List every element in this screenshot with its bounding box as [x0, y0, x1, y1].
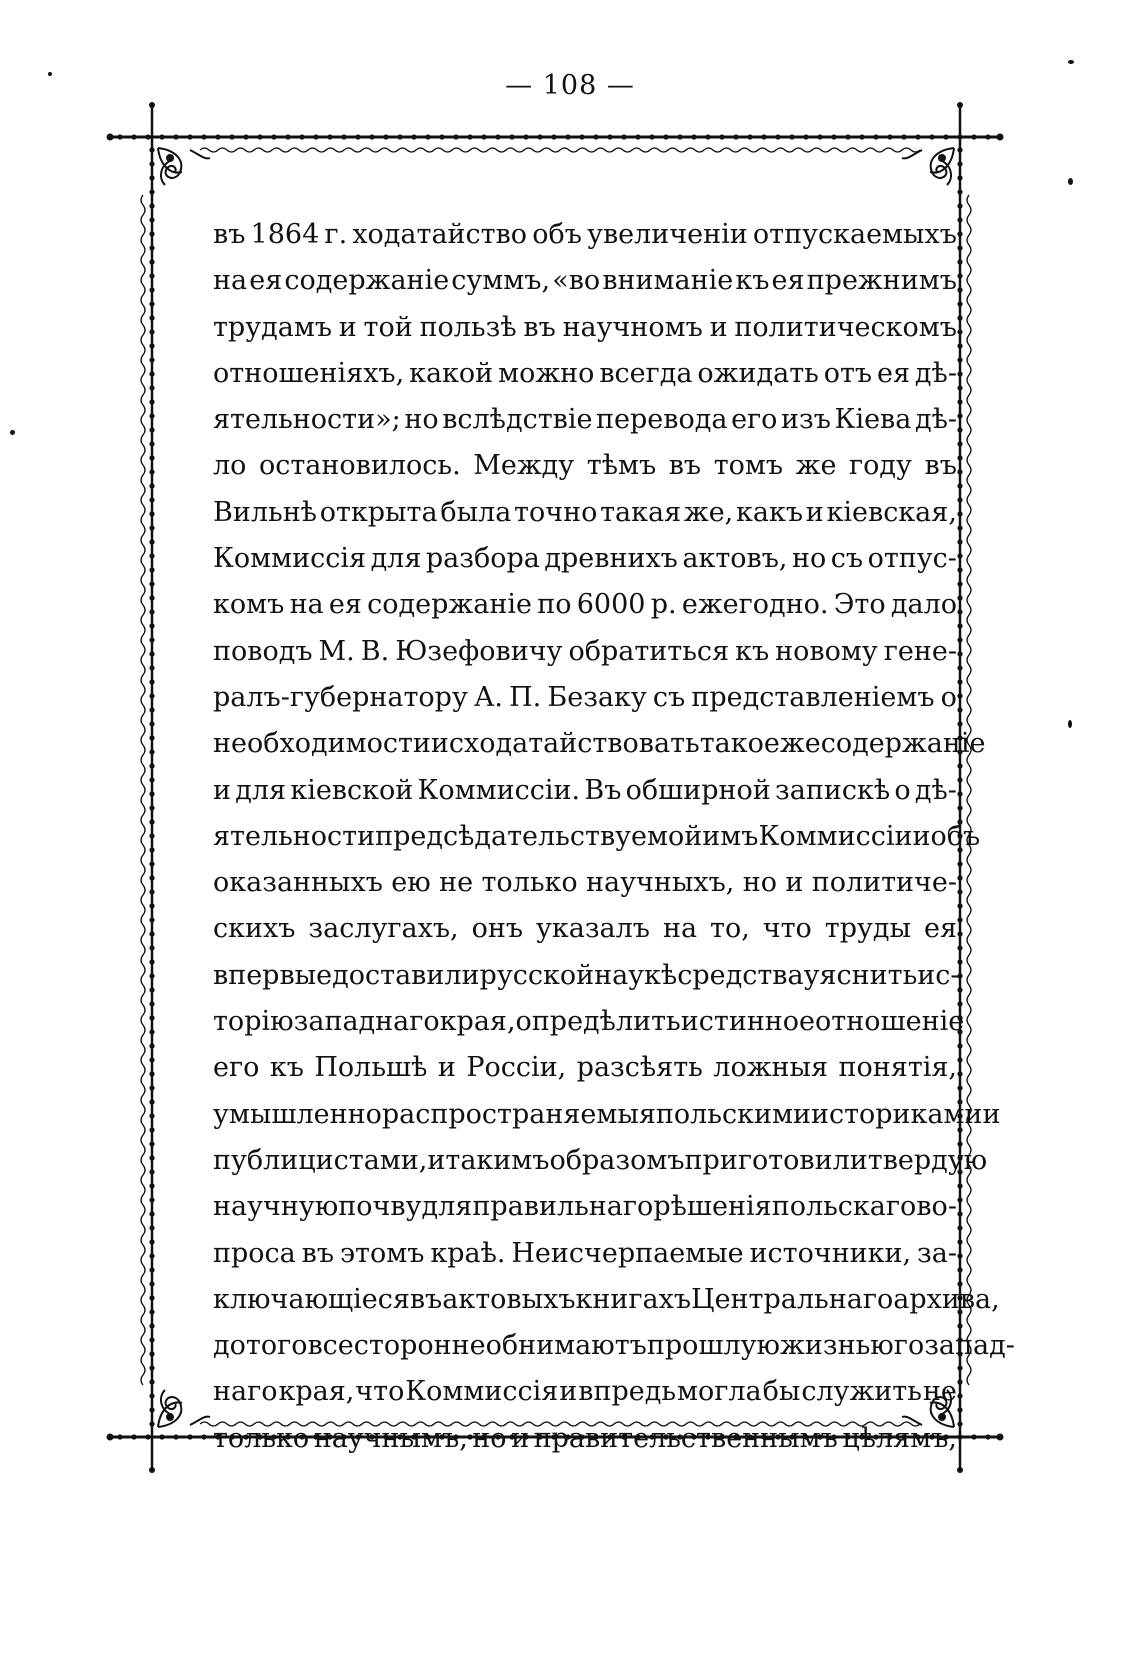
text-line: ло остановилось. Между тѣмъ въ томъ же году въ	[213, 450, 957, 482]
border-bead	[145, 1434, 150, 1439]
border-bead	[149, 497, 154, 502]
border-bead	[957, 483, 962, 488]
border-bead	[957, 665, 962, 670]
scan-speck	[1068, 178, 1073, 185]
border-bead	[187, 134, 192, 139]
border-bead	[971, 1434, 976, 1439]
border-bead	[149, 959, 154, 964]
border-bead	[719, 134, 724, 139]
border-bead	[537, 134, 542, 139]
border-bead	[159, 134, 164, 139]
scan-speck	[1068, 720, 1072, 728]
border-bead	[229, 134, 234, 139]
wave-right	[967, 195, 971, 1385]
border-bead	[957, 1393, 962, 1398]
text-line: ятельности»; но вслѣдствіе перевода его изъ Кіева дѣ-	[213, 404, 957, 436]
border-bead	[957, 595, 962, 600]
border-bead	[957, 777, 962, 782]
border-bead	[957, 917, 962, 922]
border-bead	[149, 1337, 154, 1342]
border-bead	[149, 1267, 154, 1272]
border-bead	[957, 161, 962, 166]
border-bead	[149, 1169, 154, 1174]
border-bead	[341, 134, 346, 139]
border-bead	[149, 483, 154, 488]
border-bead	[149, 987, 154, 992]
border-bead	[149, 343, 154, 348]
border-bead	[149, 889, 154, 894]
border-bead	[957, 343, 962, 348]
border-bead	[901, 134, 906, 139]
border-bead	[957, 469, 962, 474]
border-bead	[565, 134, 570, 139]
border-bead	[149, 175, 154, 180]
border-bead	[663, 134, 668, 139]
text-line: впервые доставили русской наукѣ средства уяснить ис-	[213, 959, 960, 991]
border-bead	[383, 134, 388, 139]
border-bead	[149, 539, 154, 544]
border-bead	[149, 357, 154, 362]
border-bead	[149, 1211, 154, 1216]
scan-speck	[10, 430, 15, 435]
text-line: скихъ заслугахъ, онъ указалъ на то, что труды ея	[213, 913, 957, 945]
border-bead	[131, 134, 136, 139]
border-bead	[677, 134, 682, 139]
border-bead	[957, 875, 962, 880]
text-line: умышленно распространяемыя польскими историками и	[213, 1098, 1001, 1130]
border-bead	[149, 735, 154, 740]
border-bead	[957, 1057, 962, 1062]
border-bead	[149, 1239, 154, 1244]
border-bead	[149, 441, 154, 446]
border-bead	[957, 413, 962, 418]
border-bead	[957, 1434, 962, 1439]
corner-ornament-top-left	[158, 148, 210, 185]
border-bead	[149, 693, 154, 698]
border-bead	[173, 1434, 178, 1439]
border-bead	[149, 1295, 154, 1300]
border-bead	[957, 1085, 962, 1090]
border-bead	[551, 134, 556, 139]
border-bead	[149, 371, 154, 376]
border-bead	[187, 1434, 192, 1439]
border-bead	[957, 231, 962, 236]
border-bead	[243, 134, 248, 139]
border-bead	[957, 217, 962, 222]
border-bead	[131, 1434, 136, 1439]
border-bead	[149, 819, 154, 824]
border-bead	[369, 134, 374, 139]
text-line: наго края, что Коммиссія и впредь могла бы служить не	[213, 1376, 957, 1408]
border-bead	[149, 763, 154, 768]
border-bead	[845, 134, 850, 139]
border-bead	[215, 134, 220, 139]
text-line: и для кіевской Коммиссіи. Въ обширной запискѣ о дѣ-	[213, 774, 957, 806]
border-bead	[957, 287, 962, 292]
border-bead	[509, 134, 514, 139]
border-bead	[957, 371, 962, 376]
border-bead	[439, 134, 444, 139]
border-bead	[149, 777, 154, 782]
border-bead	[957, 609, 962, 614]
border-bead	[957, 455, 962, 460]
border-bead	[957, 1379, 962, 1384]
border-bead	[957, 301, 962, 306]
border-bead	[957, 441, 962, 446]
border-bead	[149, 1001, 154, 1006]
border-bead	[957, 1253, 962, 1258]
text-line: поводъ М. В. Юзефовичу обратиться къ новому гене-	[213, 635, 957, 667]
border-bead	[149, 287, 154, 292]
border-bead	[957, 189, 962, 194]
border-bead	[957, 511, 962, 516]
border-bead	[957, 273, 962, 278]
border-bead	[691, 134, 696, 139]
border-bead	[149, 553, 154, 558]
border-bead	[149, 1141, 154, 1146]
text-line: его къ Польшѣ и Россіи, разсѣять ложныя понятія,	[213, 1052, 957, 1084]
border-bead	[149, 1127, 154, 1132]
border-bead	[957, 581, 962, 586]
border-bead	[985, 1434, 990, 1439]
border-bead	[929, 134, 934, 139]
border-bead	[957, 1239, 962, 1244]
border-bead	[149, 847, 154, 852]
text-line: торію западнаго края, опредѣлить истинное отношеніе	[213, 1006, 965, 1038]
border-bead	[149, 1113, 154, 1118]
border-bead	[957, 903, 962, 908]
text-line: ключающіеся въ актовыхъ книгахъ Центральнаго архива,	[213, 1283, 1000, 1315]
border-bead	[149, 1085, 154, 1090]
border-bead	[733, 134, 738, 139]
border-bead	[985, 134, 990, 139]
border-bead	[149, 413, 154, 418]
border-bead	[117, 134, 122, 139]
border-bead	[957, 1407, 962, 1412]
border-bead	[957, 889, 962, 894]
text-line: въ 1864 г. ходатайство объ увеличеніи отпускаемыхъ	[213, 219, 957, 250]
border-bead	[149, 609, 154, 614]
border-bead	[789, 134, 794, 139]
border-bead	[957, 175, 962, 180]
border-bead	[957, 203, 962, 208]
border-bead	[411, 134, 416, 139]
border-bead	[149, 595, 154, 600]
border-bead	[957, 1267, 962, 1272]
border-bead	[957, 147, 962, 152]
border-bead	[957, 1211, 962, 1216]
border-bead	[149, 161, 154, 166]
scan-speck	[1068, 60, 1074, 64]
border-bead	[957, 539, 962, 544]
border-bead	[481, 134, 486, 139]
border-bead	[149, 581, 154, 586]
text-line: оказанныхъ ею не только научныхъ, но и политиче-	[213, 867, 957, 899]
border-bead	[149, 805, 154, 810]
border-bead	[957, 427, 962, 432]
border-bead	[957, 1071, 962, 1076]
border-bead	[803, 134, 808, 139]
border-bead	[957, 245, 962, 250]
border-bead	[149, 1253, 154, 1258]
border-bead	[149, 917, 154, 922]
border-bead	[957, 259, 962, 264]
border-bead	[149, 511, 154, 516]
text-line: отношеніяхъ, какой можно всегда ожидать отъ ея дѣ-	[213, 357, 957, 389]
border-bead	[149, 147, 154, 152]
border-bead	[149, 385, 154, 390]
border-bead	[957, 385, 962, 390]
border-bead	[971, 134, 976, 139]
border-bead	[593, 134, 598, 139]
border-bead	[621, 134, 626, 139]
text-line: ралъ-губернатору А. П. Безаку съ представленіемъ о	[213, 681, 957, 713]
border-bead	[957, 805, 962, 810]
border-bead	[957, 1197, 962, 1202]
border-bead	[957, 134, 962, 139]
border-bead	[957, 707, 962, 712]
border-bead	[149, 1029, 154, 1034]
border-bead	[299, 134, 304, 139]
border-bead	[943, 134, 948, 139]
border-bead	[149, 651, 154, 656]
border-bead	[149, 1323, 154, 1328]
border-bead	[149, 301, 154, 306]
border-bead	[271, 134, 276, 139]
border-bead	[873, 134, 878, 139]
border-bead	[149, 1365, 154, 1370]
border-bead	[149, 1099, 154, 1104]
border-bead	[149, 1281, 154, 1286]
text-line: научную почву для правильнаго рѣшенія польскаго во-	[213, 1191, 957, 1223]
text-line: проса въ этомъ краѣ. Неисчерпаемые источники, за-	[213, 1237, 957, 1269]
border-bead	[453, 134, 458, 139]
border-bead	[159, 1434, 164, 1439]
wave-top	[200, 148, 920, 152]
text-line: комъ на ея содержаніе по 6000 р. ежегодно. Это дало	[213, 589, 957, 621]
border-bead	[149, 525, 154, 530]
corner-ornament-bottom-left	[158, 1390, 210, 1427]
border-bead	[201, 1434, 206, 1439]
border-bead	[149, 259, 154, 264]
border-bead	[831, 134, 836, 139]
border-bead	[149, 469, 154, 474]
border-bead	[149, 203, 154, 208]
border-bead	[149, 1225, 154, 1230]
border-bead	[149, 399, 154, 404]
border-bead	[149, 273, 154, 278]
border-bead	[313, 134, 318, 139]
border-bead	[149, 791, 154, 796]
border-bead	[149, 217, 154, 222]
border-bead	[957, 651, 962, 656]
border-bead	[397, 134, 402, 139]
border-bead	[957, 679, 962, 684]
border-bead	[957, 1225, 962, 1230]
border-bead	[957, 357, 962, 362]
border-bead	[149, 679, 154, 684]
border-bead	[775, 134, 780, 139]
text-line: необходимости исходатайствовать такое же содержаніе	[213, 728, 986, 760]
border-bead	[149, 1407, 154, 1412]
border-bead	[957, 861, 962, 866]
border-bead	[467, 134, 472, 139]
border-bead	[579, 134, 584, 139]
border-bead	[149, 189, 154, 194]
border-bead	[957, 399, 962, 404]
border-bead	[957, 329, 962, 334]
border-bead	[957, 315, 962, 320]
border-bead	[425, 134, 430, 139]
border-bead	[149, 245, 154, 250]
border-bead	[355, 134, 360, 139]
border-bead	[149, 903, 154, 908]
border-bead	[173, 134, 178, 139]
border-bead	[957, 567, 962, 572]
border-bead	[149, 721, 154, 726]
border-bead	[149, 455, 154, 460]
border-bead	[495, 134, 500, 139]
border-bead	[957, 637, 962, 642]
border-bead	[607, 134, 612, 139]
border-bead	[957, 791, 962, 796]
border-bead	[649, 134, 654, 139]
border-bead	[887, 134, 892, 139]
text-line: до того всесторонне обнимаютъ прошлую жизнь югозапад-	[213, 1330, 1015, 1362]
border-bead	[149, 329, 154, 334]
border-bead	[149, 1057, 154, 1062]
border-bead	[201, 134, 206, 139]
border-bead	[149, 707, 154, 712]
border-bead	[957, 497, 962, 502]
border-bead	[285, 134, 290, 139]
body-text	[213, 212, 1015, 1462]
border-bead	[149, 1183, 154, 1188]
border-bead	[761, 134, 766, 139]
border-bead	[149, 1421, 154, 1426]
border-bead	[957, 931, 962, 936]
border-bead	[149, 1071, 154, 1076]
border-bead	[957, 623, 962, 628]
border-bead	[635, 134, 640, 139]
border-bead	[149, 1043, 154, 1048]
border-bead	[145, 134, 150, 139]
border-bead	[149, 231, 154, 236]
border-bead	[149, 623, 154, 628]
text-line: трудамъ и той пользѣ въ научномъ и политическомъ	[213, 311, 957, 343]
border-bead	[149, 1351, 154, 1356]
border-bead	[149, 567, 154, 572]
border-bead	[149, 931, 154, 936]
scan-speck	[48, 72, 52, 76]
border-bead	[149, 637, 154, 642]
text-line: Вильнѣ открыта была точно такая же, какъ и кіевская,	[213, 496, 957, 528]
border-bead	[859, 134, 864, 139]
border-bead	[149, 1197, 154, 1202]
text-line: Коммиссія для разбора древнихъ актовъ, но съ отпус-	[213, 543, 957, 575]
border-bead	[705, 134, 710, 139]
border-bead	[957, 693, 962, 698]
border-bead	[915, 134, 920, 139]
border-bead	[117, 1434, 122, 1439]
border-bead	[149, 749, 154, 754]
text-line: на ея содержаніе суммъ, «во вниманіе къ ея прежнимъ	[213, 265, 957, 297]
border-bead	[149, 427, 154, 432]
wave-left	[141, 195, 145, 1385]
border-bead	[149, 1155, 154, 1160]
border-bead	[149, 1015, 154, 1020]
border-bead	[149, 315, 154, 320]
border-bead	[327, 134, 332, 139]
text-line: ятельности предсѣдательствуемой имъ Коммиссіи и объ	[213, 820, 981, 852]
border-bead	[149, 1393, 154, 1398]
border-bead	[149, 833, 154, 838]
border-bead	[957, 1421, 962, 1426]
border-bead	[257, 134, 262, 139]
border-bead	[149, 861, 154, 866]
text-line: только научнымъ, но и правительственнымъ цѣлямъ,	[213, 1422, 957, 1454]
border-bead	[523, 134, 528, 139]
corner-ornament-top-right	[902, 148, 954, 185]
border-bead	[149, 665, 154, 670]
border-bead	[747, 134, 752, 139]
border-bead	[957, 525, 962, 530]
border-bead	[149, 1379, 154, 1384]
border-bead	[149, 1309, 154, 1314]
page-number: — 108 —	[505, 70, 635, 101]
border-bead	[817, 134, 822, 139]
border-bead	[149, 945, 154, 950]
border-bead	[957, 945, 962, 950]
text-line: публицистами, и такимъ образомъ приготовили твердую	[213, 1144, 988, 1176]
border-bead	[149, 973, 154, 978]
border-bead	[149, 875, 154, 880]
border-bead	[957, 553, 962, 558]
